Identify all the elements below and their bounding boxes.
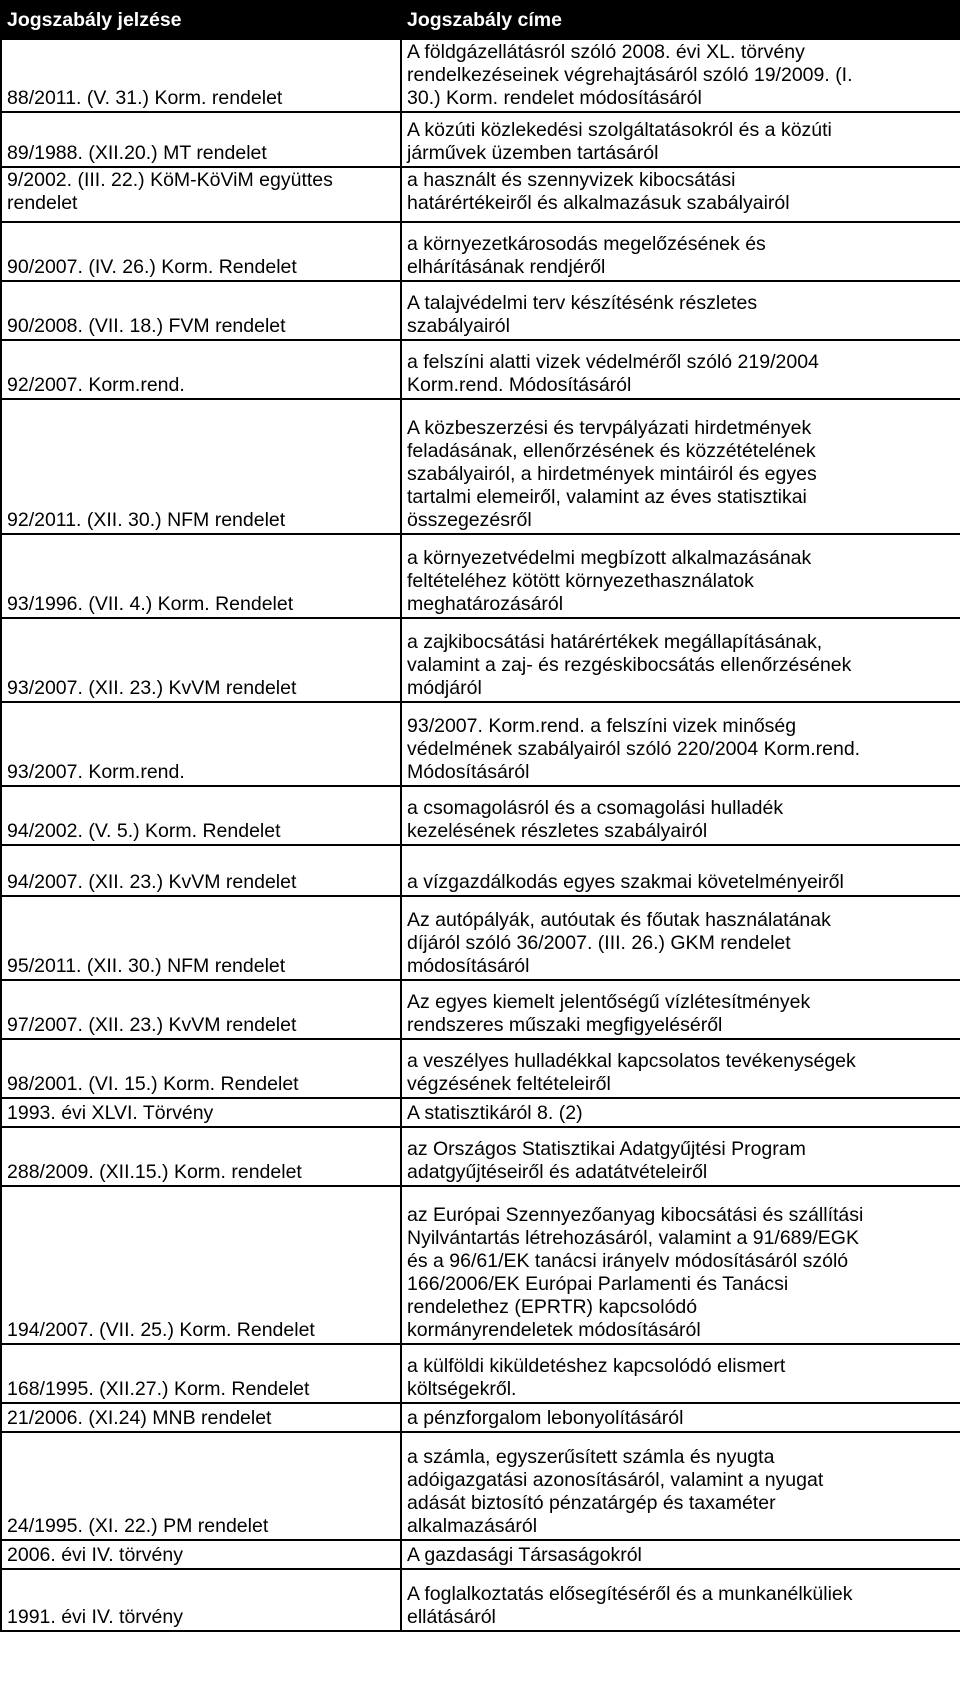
law-code: 90/2007. (IV. 26.) Korm. Rendelet: [1, 222, 401, 281]
law-code: 93/2007. Korm.rend.: [1, 702, 401, 786]
table-header-row: [1, 1, 960, 39]
law-code: 1993. évi XLVI. Törvény: [1, 1098, 401, 1127]
law-code: 92/2007. Korm.rend.: [1, 340, 401, 399]
law-code: 95/2011. (XII. 30.) NFM rendelet: [1, 896, 401, 980]
law-code: 168/1995. (XII.27.) Korm. Rendelet: [1, 1344, 401, 1403]
law-code: 93/2007. (XII. 23.) KvVM rendelet: [1, 618, 401, 702]
law-title: Az autópályák, autóutak és főutak használatának díjáról szóló 36/2007. (III. 26.) GKM rendelet módosításáról: [401, 896, 960, 980]
law-code: 24/1995. (XI. 22.) PM rendelet: [1, 1432, 401, 1540]
law-title: a használt és szennyvizek kibocsátási határértékeiről és alkalmazásuk szabályairól: [401, 167, 960, 222]
law-code: 89/1988. (XII.20.) MT rendelet: [1, 112, 401, 167]
law-title: A statisztikáról 8. (2): [401, 1098, 960, 1127]
law-title: 93/2007. Korm.rend. a felszíni vizek minőség védelmének szabályairól szóló 220/2004 Korm.rend. Módosításáról: [401, 702, 960, 786]
law-title: A talajvédelmi terv készítésénk részletes szabályairól: [401, 281, 960, 340]
law-code: 97/2007. (XII. 23.) KvVM rendelet: [1, 980, 401, 1039]
table-row: [1, 1540, 960, 1569]
law-code: 194/2007. (VII. 25.) Korm. Rendelet: [1, 1186, 401, 1344]
header-code: Jogszabály jelzése: [1, 1, 401, 39]
header-title: Jogszabály címe: [401, 1, 960, 39]
law-title: A közúti közlekedési szolgáltatásokról és a közúti járművek üzemben tartásáról: [401, 112, 960, 167]
table-row: [1, 1569, 960, 1631]
law-title: a környezetvédelmi megbízott alkalmazásának feltételéhez kötött környezethasználatok meghatározásáról: [401, 534, 960, 618]
law-code: 288/2009. (XII.15.) Korm. rendelet: [1, 1127, 401, 1186]
law-title: A közbeszerzési és tervpályázati hirdetmények feladásának, ellenőrzésének és közzétételének szabályairól, a hirdetmények mintáiról és egyes tartalmi elemeiről, valamint az éves statisztikai összegezésről: [401, 399, 960, 534]
law-title: a csomagolásról és a csomagolási hulladék kezelésének részletes szabályairól: [401, 786, 960, 845]
law-title: a számla, egyszerűsített számla és nyugta adóigazgatási azonosításáról, valamint a nyugat adását biztosító pénzatárgép és taxaméter alkalmazásáról: [401, 1432, 960, 1540]
table-row: [1, 618, 960, 702]
law-code: 94/2002. (V. 5.) Korm. Rendelet: [1, 786, 401, 845]
law-title: az Országos Statisztikai Adatgyűjtési Program adatgyűjtéseiről és adatátvételeiről: [401, 1127, 960, 1186]
table-row: [1, 281, 960, 340]
table-row: [1, 1039, 960, 1098]
table-row: [1, 167, 960, 222]
table-row: [1, 1432, 960, 1540]
table-row: [1, 980, 960, 1039]
table-row: [1, 702, 960, 786]
law-code: 2006. évi IV. törvény: [1, 1540, 401, 1569]
law-title: az Európai Szennyezőanyag kibocsátási és szállítási Nyilvántartás létrehozásáról, valamint a 91/689/EGK és a 96/61/EK tanácsi irányelv módosításáról szóló 166/2006/EK Európai Parlamenti és Tanácsi rendelethez (EPRTR) kapcsolódó kormányrendeletek módosításáról: [401, 1186, 960, 1344]
table-row: [1, 39, 960, 112]
law-code: 98/2001. (VI. 15.) Korm. Rendelet: [1, 1039, 401, 1098]
table-row: [1, 786, 960, 845]
law-title: A gazdasági Társaságokról: [401, 1540, 960, 1569]
table-row: [1, 1098, 960, 1127]
law-code: 94/2007. (XII. 23.) KvVM rendelet: [1, 845, 401, 896]
law-code: 1991. évi IV. törvény: [1, 1569, 401, 1631]
law-code: 90/2008. (VII. 18.) FVM rendelet: [1, 281, 401, 340]
table-row: [1, 1403, 960, 1432]
table-row: [1, 1186, 960, 1344]
law-title: a zajkibocsátási határértékek megállapításának, valamint a zaj- és rezgéskibocsátás ellenőrzésének módjáról: [401, 618, 960, 702]
law-code: 88/2011. (V. 31.) Korm. rendelet: [1, 39, 401, 112]
law-code: 9/2002. (III. 22.) KöM-KöViM együttes rendelet: [1, 167, 401, 222]
table-row: [1, 534, 960, 618]
table-row: [1, 1344, 960, 1403]
table-row: [1, 112, 960, 167]
law-title: a külföldi kiküldetéshez kapcsolódó elismert költségekről.: [401, 1344, 960, 1403]
law-title: a veszélyes hulladékkal kapcsolatos tevékenységek végzésének feltételeiről: [401, 1039, 960, 1098]
law-code: 92/2011. (XII. 30.) NFM rendelet: [1, 399, 401, 534]
law-title: A foglalkoztatás elősegítéséről és a munkanélküliek ellátásáról: [401, 1569, 960, 1631]
law-title: A földgázellátásról szóló 2008. évi XL. törvény rendelkezéseinek végrehajtásáról szóló 19/2009. (I. 30.) Korm. rendelet módosításáról: [401, 39, 960, 112]
table-row: [1, 340, 960, 399]
table-row: [1, 222, 960, 281]
table-row: [1, 845, 960, 896]
law-title: a felszíni alatti vizek védelméről szóló 219/2004 Korm.rend. Módosításáról: [401, 340, 960, 399]
table-row: [1, 896, 960, 980]
table-row: [1, 1127, 960, 1186]
law-title: Az egyes kiemelt jelentőségű vízlétesítmények rendszeres műszaki megfigyeléséről: [401, 980, 960, 1039]
law-title: a vízgazdálkodás egyes szakmai követelményeiről: [401, 845, 960, 896]
law-title: a pénzforgalom lebonyolításáról: [401, 1403, 960, 1432]
law-title: a környezetkárosodás megelőzésének és elhárításának rendjéről: [401, 222, 960, 281]
table-row: [1, 399, 960, 534]
law-code: 21/2006. (XI.24) MNB rendelet: [1, 1403, 401, 1432]
law-code: 93/1996. (VII. 4.) Korm. Rendelet: [1, 534, 401, 618]
